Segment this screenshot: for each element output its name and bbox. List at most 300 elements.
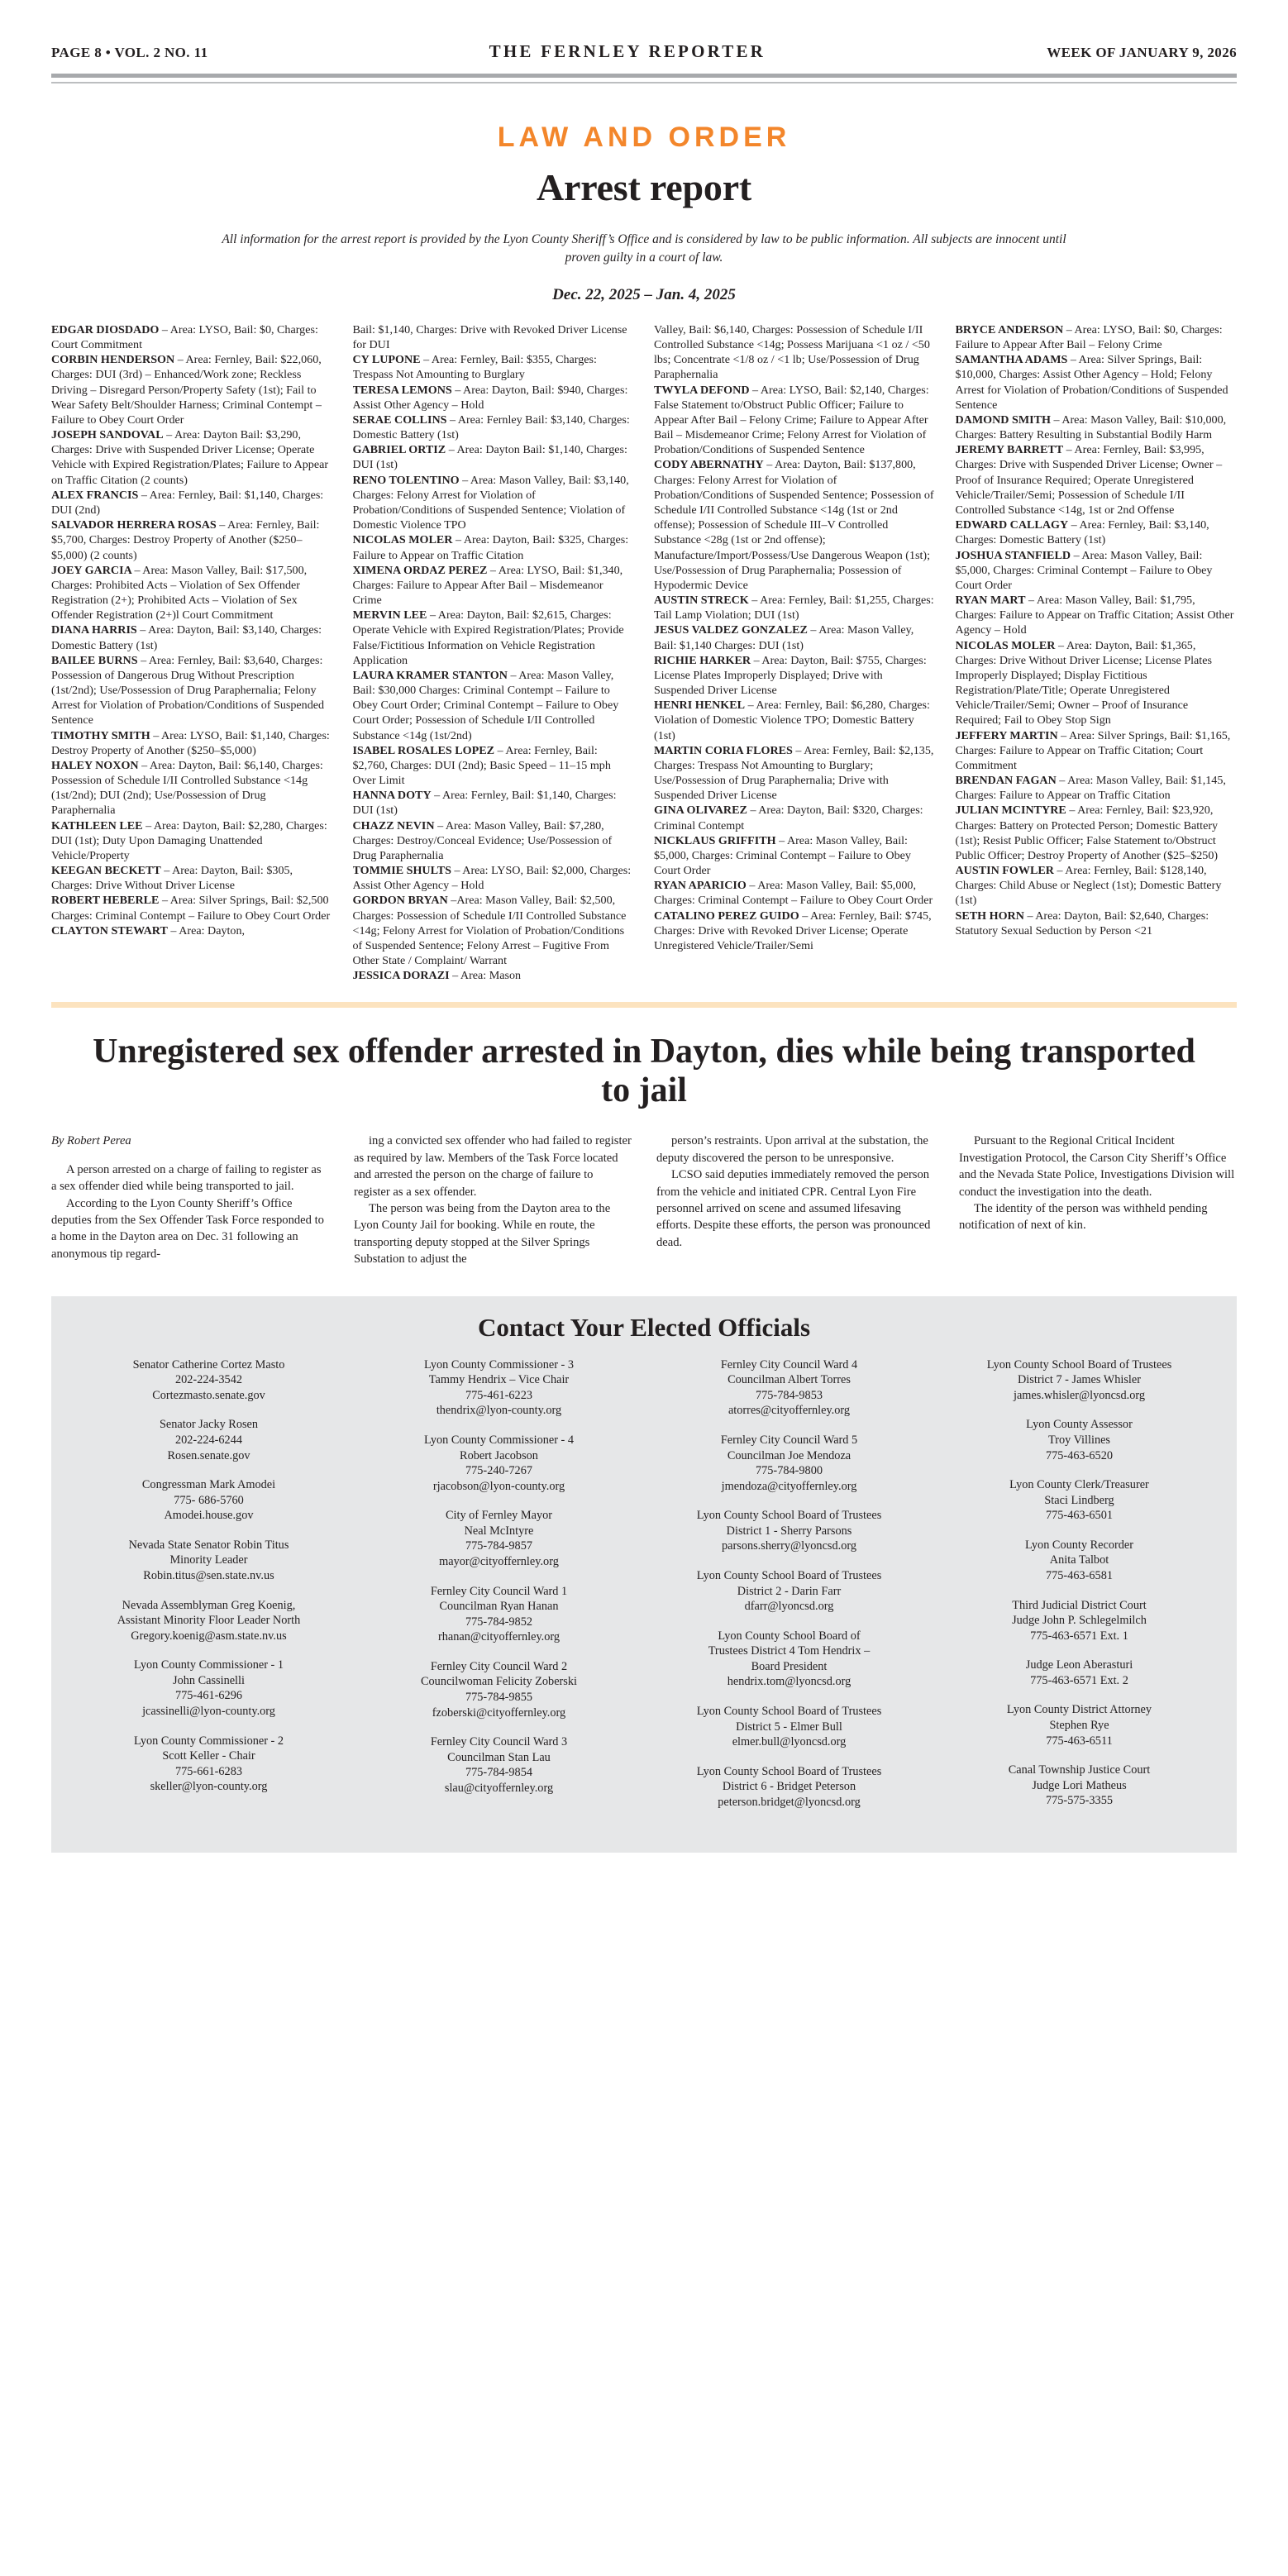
arrest-entry-detail: – Area: LYSO, Bail: $2,140, Charges: False Statement to/Obstruct Public Officer; Failure to Appear After Bail – Felony Crime; Failure to Appear After Bail – Misdemeanor Crime; Felony Arrest for Violation of Probation/Conditions of Suspended Sentence	[654, 383, 929, 457]
arrest-entry-detail: – Area: Mason Valley, Bail: $1,140 Charges: DUI (1st)	[654, 623, 914, 652]
feature-paragraph: The person was being from the Dayton area to the Lyon County Jail for booking. While en route, the transporting deputy stopped at the Silver Springs Substation to adjust the	[354, 1201, 611, 1267]
arrest-entry-detail: – Area: Fernley, Bail: $22,060, Charges: DUI (3rd) – Enhanced/Work zone; Reckless Driving – Disregard Person/Property Safety (1st); Fail to Wear Safety Belt/Shoulder Harness; Criminal Contempt – Failure to Obey Court Order	[51, 353, 322, 427]
arrest-entry-name: CLAYTON STEWART	[51, 923, 168, 937]
official-contact-entry	[650, 1764, 928, 1810]
feature-divider	[51, 1002, 1237, 1008]
official-detail-line: mayor@cityoffernley.org	[439, 1554, 559, 1568]
arrest-date-range: Dec. 22, 2025 – Jan. 4, 2025	[552, 285, 736, 303]
arrest-entry-name: JEFFERY MARTIN	[955, 728, 1058, 742]
official-detail-line: Trustees District 4 Tom Hendrix –	[708, 1644, 871, 1658]
masthead-rule-thick	[51, 74, 1237, 78]
official-detail-line: District 6 - Bridget Peterson	[722, 1780, 856, 1794]
official-office: Lyon County Commissioner - 4	[423, 1433, 575, 1447]
arrest-entry-detail: – Area: LYSO, Bail: $0, Charges: Failure to Appear After Bail – Felony Crime	[955, 322, 1223, 352]
arrest-entry-detail: – Area: Dayton, Bail: $6,140, Charges: Possession of Schedule I/II Controlled Substance <14g (1st/2nd); DUI (2nd); Use/Possession of Drug Paraphernalia	[51, 758, 323, 818]
arrest-entry-name: ISABEL ROSALES LOPEZ	[352, 743, 495, 757]
arrest-entry-detail: – Area: Dayton, Bail: $325, Charges: Failure to Appear on Traffic Citation	[352, 533, 629, 562]
feature-byline: By Robert Perea	[51, 1134, 131, 1148]
official-detail-line: John Cassinelli	[173, 1673, 245, 1687]
arrest-entry-detail: – Area: Silver Springs, Bail: $10,000, Charges: Assist Other Agency – Hold; Felony Arrest for Violation of Probation/Conditions of Suspended Sentence	[955, 353, 1228, 412]
arrest-entry-detail: Valley, Bail: $6,140, Charges: Possession of Schedule I/II Controlled Substance <14g; Possess Marijuana <1 oz / <50 lbs; Concentrate <1/8 oz / <1 lb; Use/Possession of Drug Paraphernalia	[654, 322, 930, 382]
official-contact-entry	[650, 1357, 928, 1419]
feature-paragraph: ing a convicted sex offender who had failed to register as required by law. Members of the Task Force located and arrested the person on the charge of failure to register as a sex offender.	[354, 1134, 632, 1199]
masthead-date: WEEK OF JANUARY 9, 2026	[1047, 45, 1237, 60]
arrest-entry	[956, 803, 1238, 863]
official-detail-line: 775-463-6581	[1045, 1568, 1113, 1582]
arrest-entry-name: RICHIE HARKER	[654, 653, 751, 667]
official-contact-entry	[69, 1417, 348, 1463]
arrest-entry	[654, 653, 936, 699]
official-detail-line: slau@cityoffernley.org	[444, 1781, 554, 1795]
arrest-entry-detail: – Area: Fernley, Bail: $3,140, Charges: Domestic Battery (1st)	[955, 518, 1209, 547]
official-contact-entry	[940, 1658, 1219, 1688]
arrest-disclaimer: All information for the arrest report is provided by the Lyon County Sheriff’s Office and is considered by law to be public information. All subjects are innocent until proven guilty in a court of law.	[222, 232, 1066, 265]
official-contact-entry	[650, 1704, 928, 1750]
arrest-entry	[353, 563, 635, 608]
official-office: Fernley City Council Ward 1	[430, 1584, 568, 1598]
arrest-entry	[353, 743, 635, 789]
arrest-entry-name: NICOLAS MOLER	[352, 533, 453, 547]
official-detail-line: Gregory.koenig@asm.state.nv.us	[131, 1629, 287, 1643]
arrest-entry	[353, 322, 635, 352]
official-office: Senator Catherine Cortez Masto	[132, 1357, 285, 1371]
arrest-entry	[956, 322, 1238, 352]
feature-column-3	[656, 1133, 934, 1251]
official-office: Lyon County School Board of Trustees	[986, 1357, 1172, 1371]
arrest-entry-detail: – Area: Fernley, Bail: $1,140, Charges: DUI (2nd)	[51, 488, 324, 517]
feature-paragraph: Pursuant to the Regional Critical Incident Investigation Protocol, the Carson City Sheriff’s Office and the Nevada State Police, Investigations Division will conduct the investigation into the death.	[959, 1134, 1235, 1199]
arrest-entry-name: TERESA LEMONS	[352, 383, 452, 397]
arrest-entry	[353, 788, 635, 818]
official-office: Canal Township Justice Court	[1008, 1763, 1151, 1777]
official-detail-line: jmendoza@cityoffernley.org	[721, 1479, 857, 1493]
arrest-entry-name: CY LUPONE	[352, 353, 421, 367]
official-detail-line: Robin.titus@sen.state.nv.us	[143, 1568, 274, 1582]
arrest-entry-name: MERVIN LEE	[352, 608, 427, 623]
official-detail-line: 775-463-6520	[1045, 1448, 1113, 1462]
official-detail-line: Rosen.senate.gov	[167, 1448, 250, 1462]
arrest-entry-name: CODY ABERNATHY	[654, 458, 764, 472]
official-detail-line: parsons.sherry@lyoncsd.org	[722, 1539, 856, 1553]
arrest-entry-detail: – Area: Dayton, Bail: $940, Charges: Assist Other Agency – Hold	[352, 383, 628, 412]
arrest-entry	[654, 593, 936, 623]
arrest-entry	[51, 518, 333, 563]
official-office: Third Judicial District Court	[1012, 1598, 1147, 1612]
arrest-entry-detail: – Area: Dayton, Bail: $1,365, Charges: Drive Without Driver License; License Plates Improperly Displayed; Display Fictitious Registration/Plate/Title; Operate Unregistered Vehicle/Trailer/Semi; Owner – Proof of Insurance Required; Fail to Obey Stop Sign	[955, 638, 1212, 727]
arrest-entry-detail: – Area: Fernley, Bail: $23,920, Charges: Battery on Protected Person; Domestic Battery (1st); Resist Public Officer; False Statement to/Obstruct Public Officer; Destroy Property of Another ($25–$250)	[955, 804, 1219, 862]
official-detail-line: 775-784-9854	[465, 1766, 532, 1780]
official-contact-entry	[650, 1508, 928, 1554]
official-detail-line: 775- 686-5760	[174, 1493, 244, 1507]
official-office: Nevada State Senator Robin Titus	[128, 1538, 289, 1552]
official-contact-entry	[650, 1629, 928, 1690]
arrest-entry-detail: – Area: Dayton, Bail: $137,800, Charges: Felony Arrest for Violation of Probation/Conditions of Suspended Sentence; Possession of Schedule I/II Controlled Substance <14g (1st or 2nd offense); Possession of Schedule III–V Controlled Substance <28g (1st or 2nd offense); Manufacture/Import/Possess/Use Dangerous Weapon (1st); Use/Possession of Drug Paraphernalia; Possession of Hypodermic Device	[654, 458, 934, 592]
arrest-entry-name: EDWARD CALLAGY	[955, 518, 1069, 532]
arrest-entry	[654, 623, 936, 652]
feature-paragraph: The identity of the person was withheld pending notification of next of kin.	[959, 1201, 1208, 1233]
arrest-entry-name: GORDON BRYAN	[352, 894, 448, 908]
official-detail-line: Cortezmasto.senate.gov	[152, 1388, 265, 1402]
arrest-entry-name: ALEX FRANCIS	[51, 488, 139, 502]
arrest-entry-name: HALEY NOXON	[51, 758, 139, 772]
arrest-entry	[51, 653, 333, 728]
feature-headline: Unregistered sex offender arrested in Dayton, dies while being transported to jail	[93, 1032, 1195, 1110]
feature-paragraph: LCSO said deputies immediately removed the person from the vehicle and initiated CPR. Central Lyon Fire personnel arrived on scene and assumed lifesaving efforts. Despite these efforts, the person was pronounced dead.	[656, 1168, 931, 1249]
official-detail-line: james.whisler@lyoncsd.org	[1013, 1388, 1146, 1402]
official-office: City of Fernley Mayor	[445, 1509, 553, 1523]
arrest-entry-name: EDGAR DIOSDADO	[51, 322, 160, 336]
official-detail-line: 775-784-9857	[465, 1539, 532, 1553]
arrest-entry	[51, 863, 333, 893]
arrest-entry-detail: – Area: Mason Valley, Bail: $1,795, Charges: Failure to Appear on Traffic Citation; Assist Other Agency – Hold	[955, 594, 1234, 637]
arrest-entry-detail: – Area: Dayton,	[167, 923, 246, 937]
arrest-entry	[353, 608, 635, 668]
feature-column-2	[354, 1133, 632, 1267]
official-detail-line: skeller@lyon-county.org	[150, 1780, 268, 1794]
official-contact-entry	[69, 1477, 348, 1524]
official-detail-line: 775-461-6223	[465, 1388, 532, 1402]
arrest-entry-name: XIMENA ORDAZ PEREZ	[352, 563, 488, 577]
arrest-entry	[353, 473, 635, 533]
official-detail-line: Tammy Hendrix – Vice Chair	[428, 1373, 570, 1387]
arrest-entry-name: NICOLAS MOLER	[955, 638, 1056, 652]
official-office: Lyon County School Board of Trustees	[696, 1568, 882, 1582]
official-detail-line: 775-463-6571 Ext. 1	[1030, 1629, 1128, 1643]
arrest-entry-detail: – Area: Fernley, Bail: $3,640, Charges: Possession of Dangerous Drug Without Prescription (1st/2nd); Use/Possession of Drug Paraphernalia; Felony Arrest for Violation of Probation/Conditions of Suspended Sentence	[51, 653, 325, 727]
arrest-entry	[956, 413, 1238, 442]
official-office: Lyon County Commissioner - 2	[133, 1734, 284, 1748]
officials-column-2	[360, 1357, 638, 1825]
official-office: Congressman Mark Amodei	[141, 1478, 276, 1492]
arrest-entry	[51, 488, 333, 518]
official-office: Lyon County School Board of Trustees	[696, 1509, 882, 1523]
feature-body-columns	[0, 1111, 1288, 1267]
feature-column-4	[959, 1133, 1237, 1234]
official-detail-line: elmer.bull@lyoncsd.org	[732, 1735, 847, 1749]
arrest-entry-name: RYAN APARICIO	[654, 879, 747, 893]
arrest-entry	[353, 863, 635, 893]
arrest-entry-detail: – Area: Fernley, Bail: $1,140, Charges: DUI (1st)	[352, 789, 617, 818]
official-office: Lyon County District Attorney	[1006, 1703, 1152, 1717]
official-detail-line: Amodei.house.gov	[164, 1509, 254, 1523]
arrest-entry	[654, 383, 936, 458]
arrest-entry	[654, 878, 936, 908]
page-title: Arrest report	[536, 166, 752, 208]
official-detail-line: Scott Keller - Chair	[162, 1749, 255, 1763]
official-contact-entry	[360, 1357, 638, 1419]
arrest-entry	[51, 352, 333, 427]
arrest-entry-name: CATALINO PEREZ GUIDO	[654, 909, 799, 923]
arrest-entry-name: KATHLEEN LEE	[51, 818, 143, 832]
official-detail-line: 775-784-9852	[465, 1615, 532, 1629]
official-detail-line: District 1 - Sherry Parsons	[726, 1524, 852, 1538]
official-detail-line: 775-575-3355	[1045, 1794, 1113, 1808]
official-detail-line: jcassinelli@lyon-county.org	[142, 1705, 275, 1719]
arrest-entry-name: AUSTIN STRECK	[654, 594, 749, 608]
arrest-entry-detail: – Area: Mason Valley, Bail: $5,000, Charges: Criminal Contempt – Failure to Obey Court Order	[654, 879, 933, 908]
official-detail-line: 775-784-9855	[465, 1691, 532, 1705]
official-detail-line: thendrix@lyon-county.org	[436, 1404, 562, 1418]
arrest-entry-name: ROBERT HEBERLE	[51, 894, 160, 908]
official-contact-entry	[650, 1433, 928, 1494]
official-detail-line: 202-224-3542	[174, 1373, 242, 1387]
official-contact-entry	[69, 1658, 348, 1719]
arrest-entry	[51, 923, 333, 938]
official-detail-line: Councilman Joe Mendoza	[727, 1448, 852, 1462]
official-detail-line: Judge John P. Schlegelmilch	[1012, 1614, 1147, 1628]
arrest-entry-detail: – Area: Fernley, Bail: $2,135, Charges: Trespass Not Amounting to Burglary; Use/Possession of Drug Paraphernalia; Drive with Suspended Driver License	[654, 743, 934, 803]
arrest-entry	[51, 893, 333, 923]
arrest-entry-name: JOSEPH SANDOVAL	[51, 428, 164, 442]
arrest-entry-name: SALVADOR HERRERA ROSAS	[51, 518, 217, 532]
arrest-entry	[353, 383, 635, 413]
official-office: Fernley City Council Ward 5	[720, 1433, 858, 1447]
arrest-entry-name: DAMOND SMITH	[955, 413, 1051, 427]
arrest-entry-detail: – Area: Dayton, Bail: $3,140, Charges: Domestic Battery (1st)	[51, 623, 322, 652]
official-office: Lyon County Assessor	[1026, 1418, 1133, 1432]
arrest-entry	[353, 818, 635, 864]
arrest-entry-detail: – Area: LYSO, Bail: $1,140, Charges: Destroy Property of Another ($250–$5,000)	[51, 728, 330, 757]
arrest-entry	[51, 322, 333, 352]
arrest-entry-name: JOSHUA STANFIELD	[955, 548, 1071, 562]
arrest-entry	[956, 863, 1238, 909]
arrest-entry-name: GABRIEL ORTIZ	[352, 443, 446, 457]
arrest-entry-detail: – Area: Dayton, Bail: $755, Charges: License Plates Improperly Displayed; Drive with Suspended Driver License	[654, 653, 927, 698]
official-detail-line: Staci Lindberg	[1044, 1493, 1114, 1507]
feature-paragraph: According to the Lyon County Sheriff’s Office deputies from the Sex Offender Task Force responded to a home in the Dayton area on Dec. 31 following an anonymous tip regard-	[51, 1196, 324, 1261]
official-office: Judge Leon Aberasturi	[1025, 1658, 1133, 1672]
arrest-entry-detail: – Area: Mason Valley, Bail: $3,140, Charges: Felony Arrest for Violation of Probation/Conditions of Suspended Sentence; Violation of Domestic Violence TPO	[352, 473, 629, 532]
official-detail-line: Board President	[751, 1659, 828, 1673]
officials-column-3	[650, 1357, 928, 1825]
official-detail-line: 775-463-6571 Ext. 2	[1030, 1673, 1128, 1687]
official-detail-line: Minority Leader	[169, 1553, 248, 1567]
arrest-entry	[956, 518, 1238, 547]
official-contact-entry	[940, 1702, 1219, 1748]
official-office: Lyon County Commissioner - 3	[423, 1357, 575, 1371]
arrest-entry-name: KEEGAN BECKETT	[51, 864, 161, 878]
arrest-entry-name: BAILEE BURNS	[51, 653, 138, 667]
arrest-entry-name: JESSICA DORAZI	[352, 969, 450, 983]
arrest-entry-detail: – Area: Fernley, Bail: $6,280, Charges: Violation of Domestic Violence TPO; Domestic Battery (1st)	[654, 699, 930, 742]
official-office: Fernley City Council Ward 3	[430, 1735, 568, 1749]
arrest-entry-detail: – Area: LYSO, Bail: $0, Charges: Court Commitment	[51, 322, 318, 352]
arrest-entry	[654, 743, 936, 804]
feature-column-1	[51, 1133, 329, 1262]
official-detail-line: rjacobson@lyon-county.org	[432, 1479, 565, 1493]
official-detail-line: 775-784-9853	[755, 1388, 823, 1402]
official-contact-entry	[650, 1568, 928, 1615]
arrest-entry-detail: – Area: Mason	[449, 969, 522, 983]
official-contact-entry	[940, 1598, 1219, 1644]
arrest-entry-name: SERAE COLLINS	[352, 413, 447, 427]
arrest-entry-detail: – Area: Dayton, Bail: $305, Charges: Drive Without Driver License	[51, 864, 293, 893]
arrest-entry-detail: – Area: Dayton Bail: $1,140, Charges: DUI (1st)	[352, 443, 627, 472]
official-office: Lyon County School Board of Trustees	[696, 1705, 882, 1719]
official-detail-line: atorres@cityoffernley.org	[727, 1404, 851, 1418]
arrest-entry-name: DIANA HARRIS	[51, 623, 137, 637]
arrest-entry-detail: – Area: Fernley, Bail: $5,700, Charges: Destroy Property of Another ($250–$5,000) (2 counts)	[51, 518, 320, 562]
arrest-entry-detail: – Area: Dayton, Bail: $2,280, Charges: DUI (1st); Duty Upon Damaging Unattended Vehicle/Property	[51, 818, 327, 862]
official-detail-line: 775-463-6501	[1045, 1509, 1113, 1523]
official-detail-line: District 2 - Darin Farr	[737, 1584, 842, 1598]
official-detail-line: District 7 - James Whisler	[1017, 1373, 1142, 1387]
arrest-entry	[353, 442, 635, 472]
arrest-entry-name: SETH HORN	[955, 909, 1024, 923]
official-office: Fernley City Council Ward 4	[720, 1357, 858, 1371]
official-detail-line: 202-224-6244	[174, 1433, 242, 1447]
official-office: Lyon County Commissioner - 1	[133, 1658, 284, 1672]
arrest-entry-detail: – Area: Mason Valley, Bail: $5,000, Charges: Criminal Contempt – Failure to Obey Court Order	[955, 548, 1213, 592]
official-detail-line: 775-784-9800	[755, 1464, 823, 1478]
arrest-entry-name: AUSTIN FOWLER	[955, 864, 1054, 878]
official-office: Fernley City Council Ward 2	[430, 1659, 568, 1673]
arrest-report-columns	[0, 304, 1288, 984]
arrest-entry-name: CHAZZ NEVIN	[352, 818, 435, 832]
official-detail-line: rhanan@cityoffernley.org	[437, 1630, 561, 1644]
arrest-entry	[353, 352, 635, 382]
official-contact-entry	[69, 1357, 348, 1404]
arrest-entry-name: NICKLAUS GRIFFITH	[654, 833, 776, 847]
arrest-entry-name: MARTIN CORIA FLORES	[654, 743, 793, 757]
arrest-entry-name: JEREMY BARRETT	[955, 443, 1064, 457]
arrest-entry-detail: – Area: Silver Springs, Bail: $1,165, Charges: Failure to Appear on Traffic Citation; Court Commitment	[955, 728, 1231, 772]
official-detail-line: Stephen Rye	[1049, 1719, 1109, 1733]
arrest-entry	[51, 427, 333, 488]
official-office: Lyon County School Board of Trustees	[696, 1764, 882, 1778]
arrest-column-4	[956, 322, 1238, 938]
arrest-entry-detail: – Area: Fernley, Bail: $355, Charges: Trespass Not Amounting to Burglary	[352, 353, 597, 382]
official-detail-line: Neal McIntyre	[464, 1524, 534, 1538]
official-detail-line: Judge Lori Matheus	[1032, 1778, 1127, 1792]
arrest-entry	[654, 322, 936, 383]
arrest-entry-detail: – Area: Dayton, Bail: $2,615, Charges: Operate Vehicle with Expired Registration/Plates; Provide False/Fictitious Information on Vehicle Registration Application	[352, 608, 624, 667]
official-detail-line: Robert Jacobson	[460, 1448, 538, 1462]
arrest-entry	[654, 909, 936, 954]
masthead-title: THE FERNLEY REPORTER	[489, 41, 766, 61]
arrest-entry	[956, 638, 1238, 728]
arrest-entry	[353, 968, 635, 983]
feature-paragraph: A person arrested on a charge of failing to register as a sex offender died while being transported to jail.	[51, 1162, 322, 1194]
arrest-entry-detail: – Area: LYSO, Bail: $1,340, Charges: Failure to Appear After Bail – Misdemeanor Crime	[352, 563, 623, 608]
official-office: Senator Jacky Rosen	[159, 1418, 259, 1432]
official-detail-line: Troy Villines	[1047, 1433, 1111, 1447]
elected-officials-block	[51, 1296, 1237, 1853]
official-contact-entry	[69, 1734, 348, 1795]
official-contact-entry	[360, 1734, 638, 1796]
arrest-entry-detail: – Area: Silver Springs, Bail: $2,500 Charges: Criminal Contempt – Failure to Obey Court Order	[51, 894, 331, 923]
arrest-entry-detail: – Area: Mason Valley, Bail: $10,000, Charges: Battery Resulting in Substantial Bodily Harm	[955, 413, 1227, 442]
arrest-entry-detail: – Area: Fernley, Bail: $3,995, Charges: Drive with Suspended Driver License; Owner – Proof of Insurance Required; Operate Unregistered Vehicle/Trailer/Semi; Possession of Schedule I/II Controlled Substance <14g, 1st or 2nd Offense	[955, 443, 1223, 517]
arrest-entry-detail: – Area: Dayton, Bail: $2,640, Charges: Statutory Sexual Seduction by Person <21	[955, 909, 1209, 937]
officials-column-4	[940, 1357, 1219, 1825]
feature-paragraph: person’s restraints. Upon arrival at the substation, the deputy discovered the person to be unresponsive.	[656, 1134, 928, 1165]
arrest-entry-name: RYAN MART	[955, 594, 1026, 608]
arrest-entry	[956, 593, 1238, 638]
arrest-entry	[51, 818, 333, 864]
official-detail-line: fzoberski@cityoffernley.org	[432, 1705, 566, 1720]
arrest-entry-detail: – Area: Fernley, Bail: $2,760, Charges: DUI (2nd); Basic Speed – 11–15 mph Over Limit	[352, 743, 611, 788]
arrest-column-3	[654, 322, 936, 953]
arrest-entry-detail: – Area: Fernley, Bail: $128,140, Charges: Child Abuse or Neglect (1st); Domestic Battery (1st)	[955, 864, 1222, 908]
official-contact-entry	[360, 1584, 638, 1645]
arrest-entry-detail: – Area: Fernley, Bail: $745, Charges: Drive with Revoked Driver License; Operate Unregistered Vehicle/Trailer/Semi	[654, 909, 932, 952]
arrest-entry	[956, 728, 1238, 774]
official-detail-line: peterson.bridget@lyoncsd.org	[718, 1795, 861, 1809]
official-detail-line: 775-463-6511	[1046, 1734, 1113, 1748]
arrest-entry	[353, 893, 635, 968]
arrest-entry-name: TOMMIE SHULTS	[352, 864, 451, 878]
official-detail-line: Anita Talbot	[1049, 1553, 1109, 1567]
arrest-entry-name: BRYCE ANDERSON	[955, 322, 1064, 336]
official-contact-entry	[940, 1357, 1219, 1404]
official-contact-entry	[360, 1659, 638, 1720]
arrest-entry	[353, 413, 635, 442]
official-contact-entry	[940, 1763, 1219, 1809]
officials-grid	[51, 1357, 1237, 1825]
arrest-entry	[51, 728, 333, 758]
arrest-entry	[353, 532, 635, 562]
arrest-entry	[654, 457, 936, 593]
arrest-entry-detail: – Area: Mason Valley, Bail: $5,000, Charges: Criminal Contempt – Failure to Obey Court Order	[654, 833, 911, 878]
arrest-entry-name: HENRI HENKEL	[654, 699, 746, 713]
arrest-entry-name: CORBIN HENDERSON	[51, 353, 175, 367]
official-detail-line: Councilwoman Felicity Zoberski	[420, 1675, 577, 1689]
arrest-entry-name: JOEY GARCIA	[51, 563, 135, 577]
arrest-entry-name: TIMOTHY SMITH	[51, 728, 150, 742]
official-contact-entry	[940, 1417, 1219, 1463]
arrest-entry-detail: – Area: LYSO, Bail: $2,000, Charges: Assist Other Agency – Hold	[352, 864, 632, 893]
official-detail-line: Councilman Stan Lau	[447, 1750, 551, 1764]
arrest-entry	[51, 623, 333, 652]
official-contact-entry	[940, 1477, 1219, 1524]
arrest-entry	[956, 442, 1238, 518]
arrest-entry-detail: – Area: Fernley, Bail: $1,255, Charges: Tail Lamp Violation; DUI (1st)	[654, 594, 934, 623]
arrest-entry	[654, 833, 936, 879]
arrest-entry	[51, 563, 333, 623]
arrest-column-1	[51, 322, 333, 938]
official-contact-entry	[360, 1433, 638, 1494]
arrest-entry-name: BRENDAN FAGAN	[955, 774, 1057, 788]
arrest-entry-detail: – Area: Dayton, Bail: $320, Charges: Criminal Contempt	[654, 804, 923, 832]
official-detail-line: Councilman Albert Torres	[727, 1373, 851, 1387]
arrest-entry-name: SAMANTHA ADAMS	[955, 353, 1068, 367]
official-detail-line: hendrix.tom@lyoncsd.org	[727, 1675, 852, 1689]
official-office: Lyon County School Board of	[718, 1629, 861, 1643]
officials-column-1	[69, 1357, 348, 1825]
official-office: Nevada Assemblyman Greg Koenig,	[122, 1598, 296, 1612]
arrest-entry	[51, 758, 333, 818]
arrest-entry	[956, 909, 1238, 938]
arrest-entry	[654, 698, 936, 743]
arrest-entry-detail: – Area: Fernley Bail: $3,140, Charges: Domestic Battery (1st)	[352, 413, 630, 442]
arrest-entry-detail: – Area: Mason Valley, Bail: $7,280, Charges: Destroy/Conceal Evidence; Use/Possession of Drug Paraphernalia	[352, 818, 613, 862]
arrest-entry	[956, 352, 1238, 413]
official-contact-entry	[940, 1538, 1219, 1584]
arrest-entry-name: TWYLA DEFOND	[654, 383, 750, 397]
official-detail-line: dfarr@lyoncsd.org	[744, 1600, 834, 1614]
arrest-entry-name: GINA OLIVAREZ	[654, 804, 747, 818]
arrest-entry-detail: Bail: $1,140, Charges: Drive with Revoked Driver License for DUI	[352, 322, 627, 352]
official-detail-line: 775-240-7267	[465, 1464, 532, 1478]
official-detail-line: 775-461-6296	[174, 1689, 242, 1703]
arrest-entry-detail: – Area: Mason Valley, Bail: $1,145, Charges: Failure to Appear on Traffic Citation	[955, 774, 1226, 803]
section-kicker: LAW AND ORDER	[497, 122, 791, 153]
arrest-entry-name: LAURA KRAMER STANTON	[352, 668, 508, 682]
arrest-entry	[353, 668, 635, 743]
official-detail-line: Councilman Ryan Hanan	[439, 1600, 559, 1614]
masthead-page-info: PAGE 8 • VOL. 2 NO. 11	[51, 45, 208, 60]
